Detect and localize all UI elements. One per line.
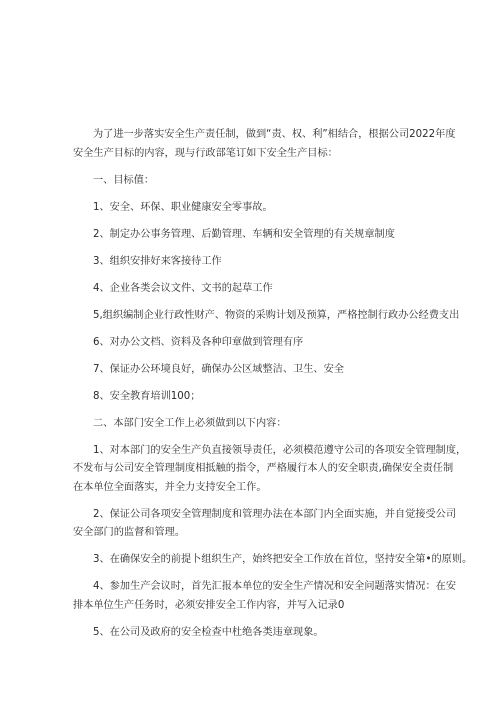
target-item-7: 7、保证办公环境良好，确保办公区域整洁、卫生、安全 [93,363,344,375]
section-heading-department: 二、本部门安全工作上必须做到以下内容： [93,417,287,429]
target-item-5: 5,组织编制企业行政性财产、物资的采购计划及预算，严格控制行政办公经费支出 [93,309,460,321]
paragraph-intro [73,126,456,163]
requirement-item-4 [73,578,457,615]
text-line: 在本单位全面落实，并全力支持安全工作。 [73,481,267,493]
text-line: 1、对本部门的安全生产负直接领导责任，必须模范遵守公司的各项安全管理制度， [93,444,467,456]
target-item-8: 8、安全教育培训100； [93,390,201,402]
requirement-item-1 [73,442,467,498]
target-item-6: 6、对办公文档、资料及各种印章做到管理有序 [93,336,304,348]
text-line: 4、参加生产会议时，首先汇报本单位的安全生产情况和安全问题落实情况：在安 [93,581,457,592]
target-item-2: 2、制定办公事务管理、后勤管理、车辆和安全管理的有关规章制度 [93,228,395,240]
document-body [73,126,473,642]
text-line: 安全生产目标的内容，现与行政部笔订如下安全生产目标： [73,147,338,159]
requirement-item-3: 3、在确保安全的前提卜组织生产，始终把安全工作放在首位，坚持安全第•的原则。 [93,554,473,565]
target-item-1: 1、安全、环保、职业健康安全零事故。 [93,201,273,213]
text-line: 排本单位生产任务时，必须安排安全工作内容，并写入记录0 [73,599,345,611]
target-item-4: 4、企业各类会议文件、文书的起草工作 [93,282,273,294]
target-item-3: 3、组织安排好来客接待工作 [93,255,222,267]
section-heading-targets: 一、目标值： [93,174,155,186]
requirement-item-2 [73,506,457,543]
text-line: 不发布与公司安全管理制度相抵触的指令，严格履行本人的安全职责,确保安全责任制 [73,463,454,474]
text-line: 安全部门的监督和管理。 [73,527,186,538]
text-line: 2、保证公司各项安全管理制度和管理办法在本部门内全面实施，并自觉接受公司 [93,508,457,520]
requirement-item-5: 5、在公司及政府的安全检查中杜绝各类违章现象。 [93,626,324,638]
text-line: 为了进一步落实安全生产责任制，做到“责、权、利”相结合，根据公司2022年度 [93,129,456,140]
